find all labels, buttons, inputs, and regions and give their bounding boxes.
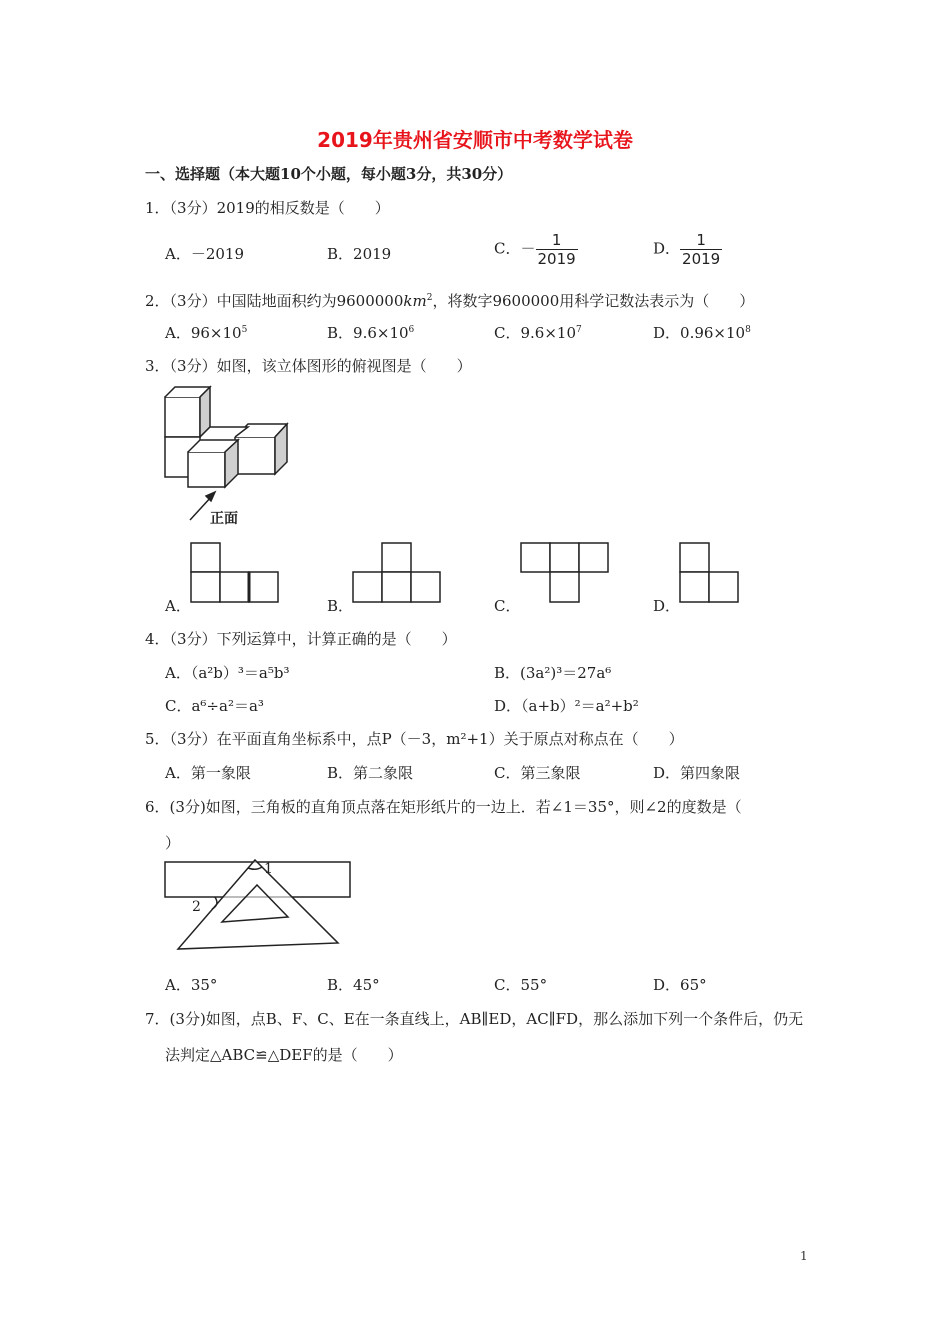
q1-option-c-fraction xyxy=(536,231,578,268)
q3-option-b-label: B． xyxy=(327,597,354,615)
q6-angle-1-label: 1 xyxy=(264,861,273,877)
fraction-numerator: 1 xyxy=(680,231,722,250)
q2-stem-pre: 2．（3分）中国陆地面积约为9600000 xyxy=(145,292,404,310)
q1-option-a: A．－2019 xyxy=(165,245,245,263)
page-title: 2019年贵州省安顺市中考数学试卷 xyxy=(317,128,633,152)
question-5-stem: 5．（3分）在平面直角坐标系中，点P（－3，m²+1）关于原点对称点在（ ） xyxy=(145,730,684,748)
q2-unit: km xyxy=(403,292,427,310)
q2-option-a-exp: 5 xyxy=(241,325,248,335)
question-7-stem-line2: 法判定△ABC≌△DEF的是（ ） xyxy=(165,1046,403,1064)
q3-option-a-figure xyxy=(190,542,280,604)
q1-option-c-sign: － xyxy=(520,239,536,258)
question-2-stem xyxy=(145,287,754,312)
q3-option-d-label: D． xyxy=(653,597,681,615)
q6-option-c: C．55° xyxy=(494,976,548,994)
q4-option-c: C．a⁶÷a²＝a³ xyxy=(165,697,264,715)
question-4-stem: 4．（3分）下列运算中，计算正确的是（ ） xyxy=(145,630,457,648)
q2-unit-exponent: 2 xyxy=(426,293,433,303)
q1-option-d-fraction xyxy=(680,231,722,268)
q6-angle-2-label: 2 xyxy=(192,899,201,915)
q3-option-b-figure xyxy=(352,542,442,604)
q3-solid-figure xyxy=(160,382,300,527)
q2-option-b-base: B．9.6×10 xyxy=(327,324,409,342)
q5-option-c: C．第三象限 xyxy=(494,764,581,782)
q2-option-d-base: D．0.96×10 xyxy=(653,324,746,342)
q2-option-b xyxy=(327,322,414,343)
q2-option-c xyxy=(494,322,582,343)
q6-option-a: A．35° xyxy=(165,976,218,994)
question-3-stem: 3．（3分）如图，该立体图形的俯视图是（ ） xyxy=(145,357,472,375)
q5-option-b: B．第二象限 xyxy=(327,764,414,782)
question-7-stem-line1: 7．(3分)如图，点B、F、C、E在一条直线上，AB∥ED，AC∥FD，那么添加下列一个条件后，仍无 xyxy=(145,1010,804,1028)
q1-option-d xyxy=(653,231,722,268)
fraction-denominator: 2019 xyxy=(537,250,576,268)
q3-option-d-figure xyxy=(679,542,741,604)
q4-option-a: A．（a²b）³＝a⁵b³ xyxy=(165,664,290,682)
fraction-denominator: 2019 xyxy=(682,250,721,268)
q2-stem-post: ，将数字9600000用科学记数法表示为（ ） xyxy=(432,292,755,310)
question-6-stem-line2: ） xyxy=(165,834,181,852)
q2-option-a-base: A．96×10 xyxy=(165,324,242,342)
q3-option-c-label: C． xyxy=(494,597,521,615)
section-heading: 一、选择题（本大题10个小题，每小题3分，共30分） xyxy=(145,165,513,183)
q1-option-b: B．2019 xyxy=(327,245,392,263)
q3-option-c-figure xyxy=(520,542,610,604)
q1-option-c-label: C． xyxy=(494,239,521,258)
q6-triangle-figure xyxy=(160,855,360,955)
q2-option-c-exp: 7 xyxy=(576,325,582,335)
q3-option-a-label: A． xyxy=(165,597,191,615)
q6-option-b: B．45° xyxy=(327,976,380,994)
q5-option-d: D．第四象限 xyxy=(653,764,741,782)
q2-option-a xyxy=(165,322,247,343)
question-6-stem-line1: 6．(3分)如图，三角板的直角顶点落在矩形纸片的一边上．若∠1＝35°，则∠2的度数是（ xyxy=(145,798,742,816)
q3-front-label: 正面 xyxy=(210,511,238,527)
q2-option-b-exp: 6 xyxy=(408,325,415,335)
q4-option-d: D．（a+b）²＝a²+b² xyxy=(494,697,639,715)
q4-option-b: B．(3a²)³＝27a⁶ xyxy=(494,664,612,682)
fraction-numerator: 1 xyxy=(536,231,578,250)
q1-option-d-label: D． xyxy=(653,239,681,258)
q5-option-a: A．第一象限 xyxy=(165,764,251,782)
q6-option-d: D．65° xyxy=(653,976,707,994)
q1-option-c xyxy=(494,231,578,268)
q2-option-d-exp: 8 xyxy=(745,325,751,335)
question-1-stem: 1．（3分）2019的相反数是（ ） xyxy=(145,199,390,217)
q2-option-c-base: C．9.6×10 xyxy=(494,324,576,342)
q2-option-d xyxy=(653,322,751,343)
page-number: 1 xyxy=(800,1249,808,1263)
